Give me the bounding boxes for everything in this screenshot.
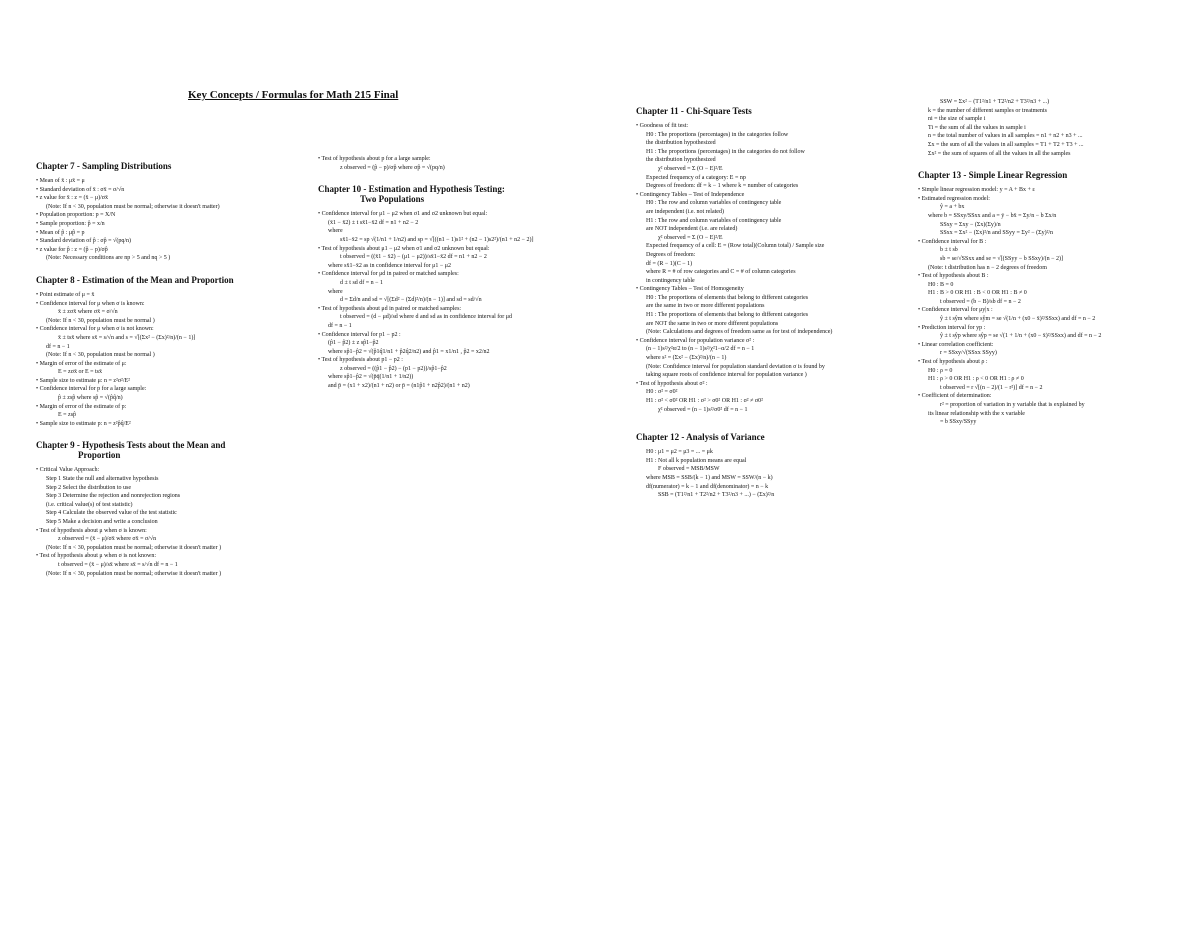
chapter-11-heading: Chapter 11 - Chi-Square Tests	[636, 106, 752, 116]
formula-line: (Note: If n < 30, population must be normal )	[46, 317, 155, 324]
formula-line: are independent (i.e. not related)	[646, 208, 724, 215]
chapter-10-content	[318, 210, 603, 390]
formula-line: • Point estimate of μ = x̄	[36, 291, 95, 298]
formula-line: H1 : σ² < σ0² OR H1 : σ² > σ0² OR H1 : σ² ≠ σ0²	[646, 398, 763, 404]
column-3	[636, 100, 906, 500]
formula-line: df = (R − 1)(C − 1)	[646, 260, 693, 267]
formula-line: • Critical Value Approach:	[36, 467, 100, 474]
formula-line: • Confidence interval for B :	[918, 238, 987, 245]
formula-line: • Sample size to estimate p: n = z²p̂q̂/E²	[36, 420, 131, 427]
formula-line: are NOT independent (i.e. are related)	[646, 226, 738, 233]
column-1	[36, 155, 306, 578]
formula-line: the distribution hypothesized	[646, 140, 716, 147]
formula-line: ni = the size of sample i	[928, 116, 986, 123]
formula-line: H1 : The proportions of elements that belong to different categories	[646, 312, 809, 319]
formula-line: • z value for x̄ : z = (x̄ − μ)/σx̄	[36, 195, 108, 202]
formula-line: where sp̂1−p̂2 = √(p̄q̄(1/n1 + 1/n2))	[328, 374, 414, 381]
formula-line: • Test of hypothesis about p1 − p2 :	[318, 357, 403, 364]
ssw-content	[918, 98, 1183, 158]
formula-line: SSB = (T1²/n1 + T2²/n2 + T3²/n3 + ...) − (Σx)²/n	[658, 492, 775, 499]
chapter-10-heading-line1: Chapter 10 - Estimation and Hypothesis Testing:	[318, 184, 505, 195]
formula-line: the distribution hypothesized	[646, 157, 716, 164]
formula-line: • Test of hypothesis about B :	[918, 273, 989, 280]
formula-line: (Note: If n < 30, population must be normal; otherwise it doesn't matter)	[46, 203, 220, 210]
column-2	[318, 155, 603, 391]
formula-line: • Confidence interval for μ1 − μ2 when σ1 and σ2 unknown but equal:	[318, 211, 488, 218]
chapter-8-content	[36, 291, 306, 429]
formula-line: Expected frequency of a category: E = np	[646, 174, 746, 181]
formula-line: Step 4 Calculate the observed value of the test statistic	[46, 510, 177, 517]
formula-line: df = n − 1	[46, 343, 70, 350]
formula-line: taking square roots of confidence interval for population variance )	[646, 372, 807, 379]
formula-line: (Note: If n < 30, population must be normal; otherwise it doesn't matter )	[46, 544, 222, 551]
formula-line: H1 : B > 0 OR H1 : B < 0 OR H1 : B ≠ 0	[928, 290, 1027, 297]
formula-line: where	[328, 288, 343, 295]
formula-line: • Goodness of fit test:	[636, 123, 689, 129]
formula-line: Step 2 Select the distribution to use	[46, 484, 131, 491]
formula-line: (Note: Confidence interval for population standard deviation σ is found by	[646, 363, 825, 370]
formula-line: (i.e. critical value(s) of test statistic)	[46, 501, 133, 508]
formula-line: H0 : The row and column variables of contingency table	[646, 200, 782, 207]
formula-line: • Standard deviation of x̄ : σx̄ = σ/√n	[36, 186, 125, 193]
formula-line: H1 : The row and column variables of contingency table	[646, 217, 782, 224]
formula-line: • Confidence interval for p for a large sample:	[36, 386, 147, 393]
formula-line: • Coefficient of determination:	[918, 393, 992, 400]
chapter-10-heading-line2: Two Populations	[360, 194, 425, 205]
formula-line: H0 : The proportions (percentages) in the categories follow	[646, 131, 789, 138]
formula-line: • Simple linear regression model: y = A + Bx + ε	[918, 187, 1035, 194]
formula-line: where R = # of row categories and C = # of column categories	[646, 269, 796, 276]
formula-line: (Note: Necessary conditions are np > 5 and nq > 5 )	[46, 255, 171, 262]
column-4	[918, 98, 1183, 427]
formula-line: H1 : Not all k population means are equal	[646, 457, 747, 464]
formula-line: = b SSxy/SSyy	[940, 419, 977, 426]
formula-line: • Test of hypothesis about σ² :	[636, 380, 708, 387]
formula-line: where sx̄1−x̄2 as in confidence interval for μ1 − μ2	[328, 262, 451, 269]
formula-line: Step 1 State the null and alternative hypothesis	[46, 476, 159, 483]
formula-line: • Prediction interval for yp :	[918, 324, 986, 331]
formula-line: • Contingency Tables – Test of Independence	[636, 191, 745, 198]
formula-line: are the same in two or more different populations	[646, 303, 765, 310]
proportion-test-content	[318, 155, 603, 172]
formula-line: E = zσx̄ or E = tsx̄	[58, 369, 102, 376]
document-title: Key Concepts / Formulas for Math 215 Final	[188, 89, 399, 101]
formula-line: ŷ ± t sŷp where sŷp = se √(1 + 1/n + (x0 − x̄)²/SSxx) and df = n − 2	[940, 333, 1102, 340]
formula-line: H0 : The proportions of elements that belong to different categories	[646, 294, 809, 301]
formula-line: r = SSxy/√(SSxx SSyy)	[940, 350, 997, 357]
formula-line: • Confidence interval for population variance σ² :	[636, 337, 755, 344]
formula-line: H0 : B = 0	[928, 281, 954, 288]
formula-line: (x̄1 − x̄2) ± t sx̄1−x̄2 df = n1 + n2 − 2	[328, 219, 419, 226]
formula-line: H0 : ρ = 0	[928, 367, 953, 374]
formula-line: • Mean of x̄ : μx̄ = μ	[36, 178, 85, 184]
formula-line: (n − 1)s²/χ²α/2 to (n − 1)s²/χ²1−α/2 df = n − 1	[646, 346, 755, 353]
formula-line: where sp̂1−p̂2 = √(p̂1q̂1/n1 + p̂2q̂2/n2) and p̂1 = x1/n1 , p̂2 = x2/n2	[328, 348, 490, 355]
formula-line: • Confidence interval for μ when σ is not known:	[36, 326, 154, 333]
formula-line: df = n − 1	[328, 322, 352, 329]
formula-line: • z value for p̂ : z = (p̂ − p)/σp̂	[36, 246, 108, 253]
formula-line: E = zsp̂	[58, 412, 77, 419]
formula-line: its linear relationship with the x variable	[928, 410, 1025, 417]
formula-line: in contingency table	[646, 277, 695, 284]
formula-line: • Test of hypothesis about μ when σ is not known:	[36, 553, 157, 560]
formula-line: χ² observed = (n − 1)s²/σ0² df = n − 1	[658, 406, 748, 413]
formula-line: • Confidence interval for μ when σ is known:	[36, 300, 145, 307]
formula-line: • Test of hypothesis about p for a large sample:	[318, 156, 431, 162]
formula-line: • Test of hypothesis about μ when σ is known:	[36, 527, 147, 534]
formula-line: SSxx = Σx² − (Σx)²/n and SSyy = Σy² − (Σy)²/n	[940, 230, 1054, 237]
formula-line: z observed = (p̂ − p)/σp̂ where σp̂ = √(pq/n)	[340, 164, 445, 171]
formula-line: • Margin of error of the estimate of p:	[36, 403, 127, 410]
formula-line: t observed = r √[(n − 2)/(1 − r²)] df = n − 2	[940, 384, 1043, 391]
chapter-9-heading	[36, 440, 306, 460]
formula-line: • Margin of error of the estimate of μ:	[36, 360, 127, 367]
formula-line: H1 : The proportions (percentages) in the categories do not follow	[646, 148, 805, 155]
formula-line: where MSB = SSB/(k − 1) and MSW = SSW/(n − k)	[646, 474, 773, 481]
formula-line: ŷ = a + bx	[940, 204, 965, 211]
formula-line: where	[328, 228, 343, 235]
formula-line: (Note: t distribution has n − 2 degrees of freedom	[928, 264, 1047, 271]
formula-line: • Test of hypothesis about ρ :	[918, 359, 988, 366]
formula-line: (Note: Calculations and degrees of freedom same as for test of independence)	[646, 329, 833, 336]
formula-line: SSxy = Σxy − (Σx)(Σy)/n	[940, 221, 1001, 228]
formula-line: n = the total number of values in all samples = n1 + n2 + n3 + ...	[928, 133, 1083, 140]
formula-line: • Estimated regression model:	[918, 195, 990, 202]
formula-line: Σx = the sum of all the values in all samples = T1 + T2 + T3 + ...	[928, 141, 1084, 148]
formula-line: x̄ ± zσx̄ where σx̄ = σ/√n	[58, 309, 118, 316]
formula-line: • Confidence interval for μy|x :	[918, 307, 993, 314]
formula-line: d̄ ± t sd̄ df = n − 1	[340, 279, 384, 286]
formula-line: H0 : σ² = σ0²	[646, 389, 678, 396]
formula-line: z observed = ((p̂1 − p̂2) − (p1 − p2))/sp̂1−p̂2	[340, 365, 447, 372]
formula-line: H1 : ρ > 0 OR H1 : ρ < 0 OR H1 : ρ ≠ 0	[928, 376, 1024, 383]
formula-line: • Test of hypothesis about μ1 − μ2 when σ1 and σ2 unknown but equal:	[318, 245, 490, 252]
chapter-9-heading-line2: Proportion	[78, 450, 121, 461]
formula-line: • Standard deviation of p̂ : σp̂ = √(pq/n)	[36, 238, 131, 245]
formula-line: k = the number of different samples or treatments	[928, 107, 1047, 114]
chapter-13-heading: Chapter 13 - Simple Linear Regression	[918, 170, 1068, 181]
formula-line: sx̄1−x̄2 = sp √(1/n1 + 1/n2) and sp = √[((n1 − 1)s1² + (n2 − 1)s2²)/(n1 + n2 − 2)]	[340, 236, 534, 243]
formula-line: t observed = (d̄ − μd)/sd̄ where d̄ and sd̄ as in confidence interval for μd	[340, 314, 512, 321]
formula-line: • Contingency Tables – Test of Homogeneity	[636, 286, 744, 293]
formula-line: Step 3 Determine the rejection and nonrejection regions	[46, 493, 181, 500]
formula-line: df(numerator) = k − 1 and df(denominator) = n − k	[646, 483, 769, 490]
formula-line: Degrees of freedom: df = k − 1 where k = number of categories	[646, 183, 799, 190]
formula-line: • Confidence interval for p1 − p2 :	[318, 331, 401, 338]
formula-line: χ² observed = Σ (O − E)²/E	[658, 165, 723, 172]
chapter-11-content	[636, 122, 906, 414]
formula-line: H0 : μ1 = μ2 = μ3 = ... = μk	[646, 449, 713, 456]
formula-line: Step 5 Make a decision and write a conclusion	[46, 519, 158, 525]
formula-line: • Linear correlation coefficient:	[918, 341, 994, 348]
formula-line: • Mean of p̂ : μp̂ = p	[36, 229, 85, 236]
formula-line: • Confidence interval for μd in paired or matched samples:	[318, 271, 459, 278]
formula-line: Expected frequency of a cell: E = (Row total)(Column total) / Sample size	[646, 243, 825, 250]
formula-line: d̄ = Σd/n and sd = √[(Σd² − (Σd)²/n)/(n − 1)] and sd̄ = sd/√n	[340, 297, 482, 304]
chapter-10-heading	[318, 184, 603, 204]
formula-line: ŷ ± t sŷm where sŷm = se √(1/n + (x0 − x̄)²/SSxx) and df = n − 2	[940, 316, 1096, 323]
formula-line: t observed = (b − B)/sb df = n − 2	[940, 298, 1021, 305]
formula-line: • Population proportion: p = X/N	[36, 212, 116, 219]
chapter-12-heading: Chapter 12 - Analysis of Variance	[636, 432, 765, 443]
chapter-7-content	[36, 177, 306, 263]
formula-line: p̂ ± zsp̂ where sp̂ = √(p̂q̂/n)	[58, 395, 123, 402]
chapter-7-heading: Chapter 7 - Sampling Distributions	[36, 161, 172, 171]
chapter-9-heading-line1: Chapter 9 - Hypothesis Tests about the Mean and	[36, 440, 226, 451]
formula-line: z observed = (x̄ − μ)/σx̄ where σx̄ = σ/√n	[58, 536, 157, 543]
formula-line: (Note: If n < 30, population must be normal )	[46, 352, 155, 359]
formula-line: b ± t sb	[940, 247, 958, 254]
formula-line: and p̄ = (x1 + x2)/(n1 + n2) or p̄ = (n1p̂1 + n2p̂2)/(n1 + n2)	[328, 383, 470, 390]
formula-line: where s² = (Σx² − (Σx)²/n)/(n − 1)	[646, 355, 727, 362]
formula-line: (Note: If n < 30, population must be normal; otherwise it doesn't matter )	[46, 570, 222, 577]
formula-line: Σx² = the sum of squares of all the values in all the samples	[928, 150, 1071, 157]
chapter-13-content	[918, 186, 1183, 427]
formula-line: • Test of hypothesis about μd in paired or matched samples:	[318, 305, 462, 312]
formula-line: x̄ ± tsx̄ where sx̄ = s/√n and s = √[(Σx² − (Σx)²/n)/(n − 1)]	[58, 334, 196, 341]
formula-line: F observed = MSB/MSW	[658, 466, 720, 473]
formula-line: • Sample proportion: p̂ = x/n	[36, 220, 105, 227]
formula-line: r² = proportion of variation in y variable that is explained by	[940, 402, 1085, 408]
chapter-12-content	[636, 448, 906, 500]
formula-line: Degrees of freedom:	[646, 251, 696, 258]
formula-line: t observed = ((x̄1 − x̄2) − (μ1 − μ2))/sx̄1−x̄2 df = n1 + n2 − 2	[340, 254, 487, 261]
chapter-8-heading: Chapter 8 - Estimation of the Mean and Proportion	[36, 274, 234, 285]
formula-line: SSW = Σx² − (T1²/n1 + T2²/n2 + T3²/n3 + ...)	[940, 99, 1050, 105]
formula-line: sb = se/√SSxx and se = √[(SSyy − b SSxy)/(n − 2)]	[940, 255, 1063, 262]
chapter-9-content	[36, 466, 306, 578]
formula-line: are NOT the same in two or more different populations	[646, 320, 779, 327]
formula-line: where b = SSxy/SSxx and a = ȳ − bx̄ = Σy/n − b Σx/n	[928, 212, 1057, 219]
formula-line: χ² observed = Σ (O − E)²/E	[658, 234, 723, 241]
formula-line: • Sample size to estimate μ: n = z²σ²/E²	[36, 377, 130, 384]
formula-line: Ti = the sum of all the values in sample i	[928, 124, 1026, 131]
formula-line: (p̂1 − p̂2) ± z sp̂1−p̂2	[328, 340, 379, 347]
formula-line: t observed = (x̄ − μ)/sx̄ where sx̄ = s/√n df = n − 1	[58, 561, 178, 568]
